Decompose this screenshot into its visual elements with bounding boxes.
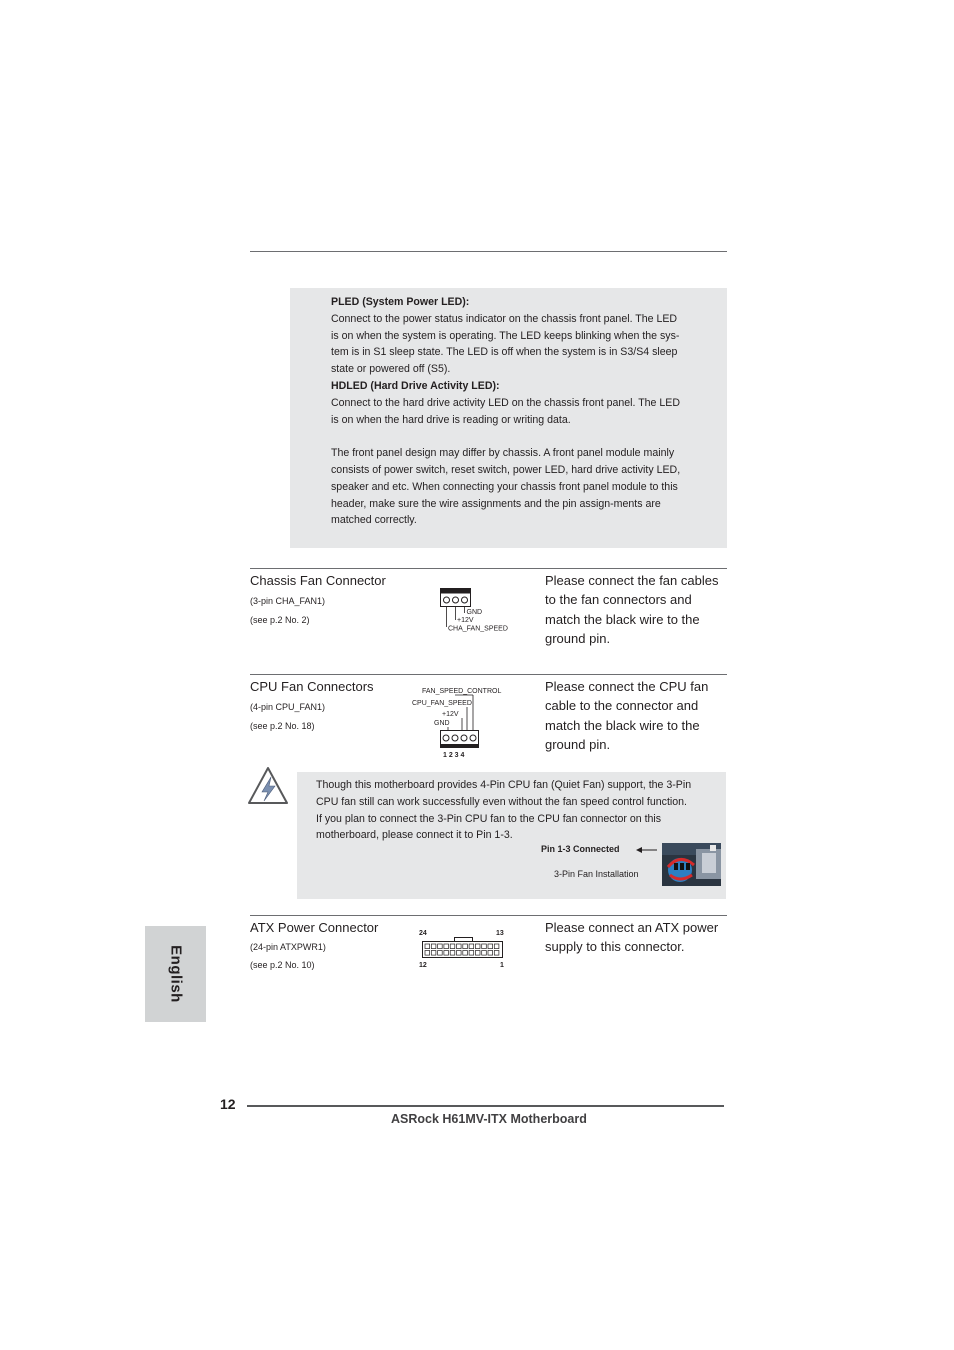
panel-line: The front panel design may differ by chassis. A front panel module mainly (331, 447, 675, 460)
pled-line: tem is in S1 sleep state. The LED is off when the system is in S3/S4 sleep (331, 346, 678, 359)
atx-pin (463, 944, 468, 949)
cpu-control-label: FAN_SPEED_CONTROL (422, 688, 502, 695)
language-tab (145, 926, 206, 1022)
panel-line: matched correctly. (331, 514, 417, 527)
pled-line: is on when the system is operating. The LED keeps blinking when the sys- (331, 329, 680, 342)
atx-pin (469, 951, 474, 956)
desc-line: supply to this connector. (545, 939, 685, 955)
chassis-gnd-label: GND (466, 609, 483, 616)
desc-line: to the fan connectors and (545, 592, 692, 608)
page-number: 12 (220, 1096, 236, 1112)
atx-pin (444, 951, 449, 956)
panel-line: speaker and etc. When connecting your chassis front panel module to this (331, 480, 678, 493)
cpu-speed-label: CPU_FAN_SPEED (412, 700, 472, 707)
atx-pin (475, 951, 480, 956)
atx-pin (482, 951, 487, 956)
hdled-heading: HDLED (Hard Drive Activity LED): (331, 379, 500, 392)
arrow-left-icon (636, 845, 658, 855)
atx-desc (545, 918, 727, 957)
atx-pin (488, 951, 493, 956)
desc-line: ground pin. (545, 631, 611, 647)
panel-line: consists of power switch, reset switch, power LED, hard drive activity LED, (331, 463, 681, 476)
pled-heading: PLED (System Power LED): (331, 296, 470, 308)
atx-pin (425, 944, 430, 949)
fan-installation-photo (662, 843, 721, 886)
desc-line: Please connect the CPU fan (545, 679, 709, 694)
atx-pin (431, 944, 436, 949)
pled-line: Connect to the power status indicator on the chassis front panel. The LED (331, 312, 678, 325)
panel-line: header, make sure the wire assignments and the pin assign-ments are (331, 497, 661, 510)
atx-label-24: 24 (419, 930, 427, 937)
atx-pin (438, 951, 443, 956)
warning-line: motherboard, please connect it to Pin 1-3. (316, 829, 513, 842)
atx-pin (425, 951, 430, 956)
led-notes (331, 294, 721, 529)
atx-pin (494, 944, 499, 949)
warning-line: If you plan to connect the 3-Pin CPU fan to the CPU fan connector on this (316, 812, 662, 825)
chassis-fan-desc (545, 571, 727, 649)
atx-label-13: 13 (496, 930, 504, 937)
atx-pin (469, 944, 474, 949)
cpu-gnd-label: GND (434, 720, 450, 727)
atx-pin (488, 944, 493, 949)
cpu-fan-title: CPU Fan Connectors (250, 679, 374, 694)
warning-line: CPU fan still can work successfully even without the fan speed control function. (316, 795, 687, 808)
warning-text (316, 777, 721, 844)
footer-rule (247, 1105, 724, 1107)
section-rule (250, 674, 727, 675)
chassis-fan-see: (see p.2 No. 2) (250, 615, 310, 625)
atx-pin (444, 944, 449, 949)
desc-line: Please connect the fan cables (545, 573, 719, 588)
section-rule (250, 915, 727, 916)
hdled-line: is on when the hard drive is reading or writing data. (331, 413, 571, 426)
atx-pin (475, 944, 480, 949)
desc-line: cable to the connector and (545, 698, 699, 714)
atx-pin (457, 951, 462, 956)
atx-pin: (24-pin ATXPWR1) (250, 942, 326, 952)
footer-product: ASRock H61MV-ITX Motherboard (391, 1112, 587, 1126)
hdled-line: Connect to the hard drive activity LED on the chassis front panel. The LED (331, 396, 680, 409)
header-rule (250, 251, 727, 252)
atx-pin (450, 951, 455, 956)
language-tab-label: English (167, 945, 184, 1003)
cpu-12v-label: +12V (442, 711, 459, 718)
cpu-fan-see: (see p.2 No. 18) (250, 721, 315, 731)
pled-line: state or powered off (S5). (331, 363, 451, 376)
desc-line: match the black wire to the (545, 611, 700, 627)
desc-line: ground pin. (545, 737, 611, 753)
atx-pin (450, 944, 455, 949)
warning-icon (247, 766, 289, 806)
atx-pin (457, 944, 462, 949)
atx-see: (see p.2 No. 10) (250, 960, 315, 970)
chassis-fan-diagram (436, 585, 516, 637)
atx-pin (463, 951, 468, 956)
section-rule (250, 568, 727, 569)
chassis-fan-title: Chassis Fan Connector (250, 573, 386, 588)
cpu-fan-desc (545, 677, 727, 755)
pin-connected-label: Pin 1-3 Connected (541, 844, 620, 854)
atx-pin (482, 944, 487, 949)
chassis-speed-label: CHA_FAN_SPEED (448, 625, 508, 633)
cpu-pin-numbers: 1 2 3 4 (443, 752, 465, 759)
chassis-12v-label: +12V (457, 617, 474, 624)
atx-label-12: 12 (419, 962, 427, 969)
cpu-fan-diagram (410, 683, 510, 761)
atx-pin (438, 944, 443, 949)
fan-install-label: 3-Pin Fan Installation (554, 869, 639, 879)
atx-title: ATX Power Connector (250, 920, 379, 935)
desc-line: match the black wire to the (545, 717, 700, 733)
desc-line: Please connect an ATX power (545, 920, 719, 935)
atx-connector-diagram (414, 926, 510, 972)
warning-line: Though this motherboard provides 4-Pin CPU fan (Quiet Fan) support, the 3-Pin (316, 779, 692, 791)
atx-label-1: 1 (500, 962, 504, 969)
cpu-fan-pin: (4-pin CPU_FAN1) (250, 702, 326, 712)
atx-pin (494, 951, 499, 956)
atx-pin (431, 951, 436, 956)
chassis-fan-pin: (3-pin CHA_FAN1) (250, 596, 326, 606)
